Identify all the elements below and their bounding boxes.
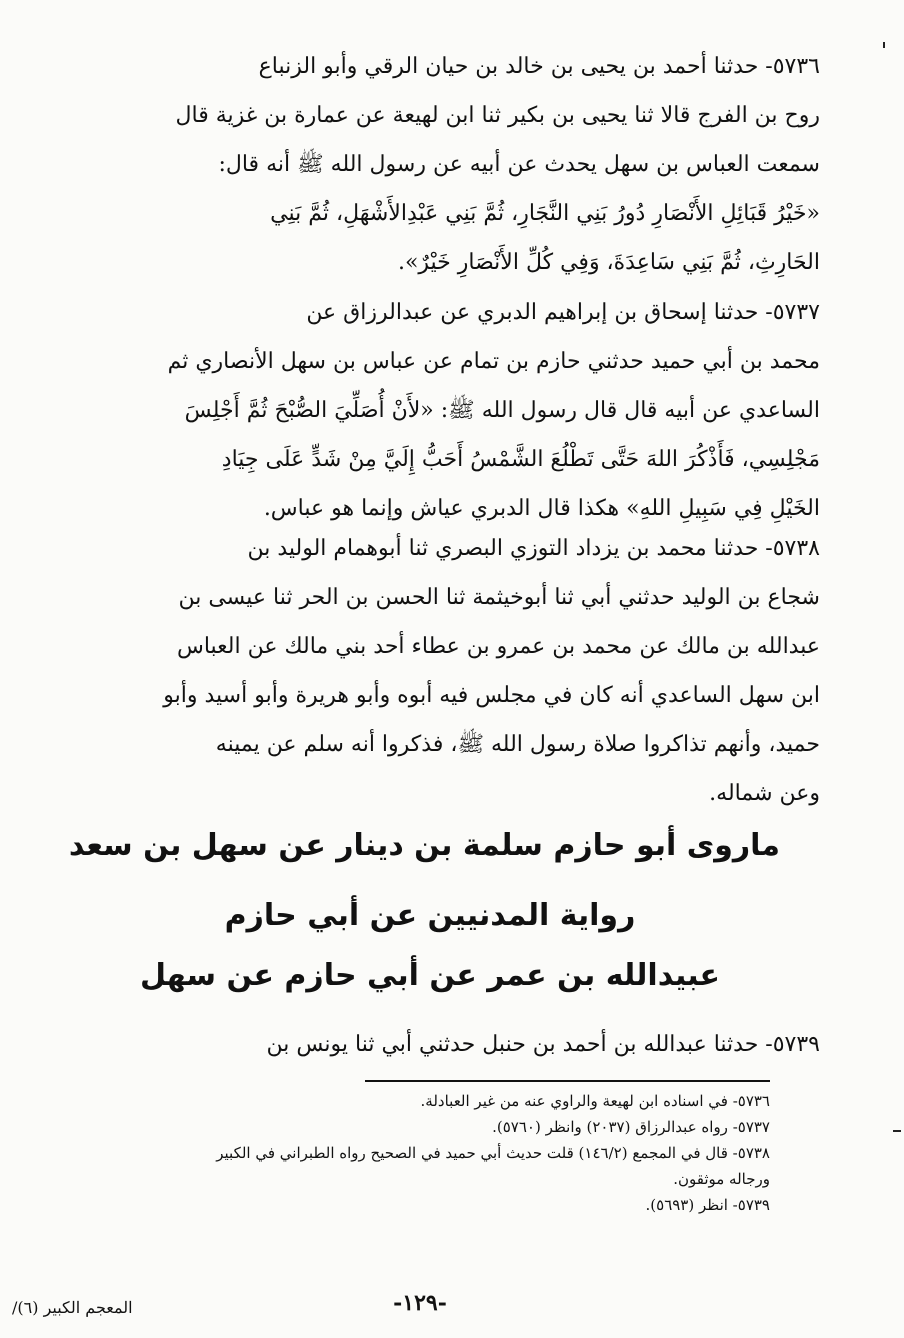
text-line: وعن شماله.: [709, 781, 820, 806]
footnote: ورجاله موثقون.: [673, 1170, 770, 1188]
text-line: الساعدي عن أبيه قال قال رسول الله ﷺ: «لأَنْ أُصَلِّيَ الصُّبْحَ ثُمَّ أَجْلِسَ: [184, 398, 820, 423]
footnote: ٥٧٣٩- انظر (٥٦٩٣).: [645, 1196, 770, 1214]
hadith-5736: [70, 42, 820, 287]
footnote: ٥٧٣٦- في اسناده ابن لهيعة والراوي عنه من غير العبادلة.: [420, 1092, 770, 1110]
text-line: الحَارِثِ، ثُمَّ بَنِي سَاعِدَةَ، وَفِي كُلِّ الأَنْصَارِ خَيْرٌ».: [397, 250, 820, 275]
page-number: -١٢٩-: [393, 1290, 447, 1316]
hadith-5739: [70, 1020, 820, 1069]
hadith-5737: [70, 288, 820, 533]
text-line: سمعت العباس بن سهل يحدث عن أبيه عن رسول الله ﷺ أنه قال:: [218, 152, 820, 177]
text-line: ٥٧٣٧- حدثنا إسحاق بن إبراهيم الدبري عن عبدالرزاق عن: [306, 300, 820, 325]
text-line: ٥٧٣٦- حدثنا أحمد بن يحيى بن خالد بن حيان الرقي وأبو الزنباع: [258, 54, 820, 79]
text-line: روح بن الفرج قالا ثنا يحيى بن بكير ثنا ابن لهيعة عن عمارة بن غزية قال: [175, 103, 820, 128]
section-subheading: عبيدالله بن عمر عن أبي حازم عن سهل: [139, 958, 721, 993]
text-line: «خَيْرُ قَبَائِلِ الأَنْصَارِ دُورُ بَنِي النَّجَارِ، ثُمَّ بَنِي عَبْدِالأَشْهَلِ، ثُمَّ بَنِي: [270, 201, 820, 226]
text-line: ٥٧٣٩- حدثنا عبدالله بن أحمد بن حنبل حدثني أبي ثنا يونس بن: [266, 1032, 820, 1057]
text-line: ابن سهل الساعدي أنه كان في مجلس فيه أبوه وأبو هريرة وأبو أسيد وأبو: [163, 683, 820, 708]
text-line: ٥٧٣٨- حدثنا محمد بن يزداد التوزي البصري ثنا أبوهمام الوليد بن: [247, 536, 820, 561]
running-title: المعجم الكبير (٦)/: [12, 1298, 133, 1317]
text-line: شجاع بن الوليد حدثني أبي ثنا أبوخيثمة ثنا الحسن بن الحر ثنا عيسى بن: [178, 585, 820, 610]
text-line: محمد بن أبي حميد حدثني حازم بن تمام عن عباس بن سهل الأنصاري ثم: [167, 349, 820, 374]
section-subheading: رواية المدنيين عن أبي حازم: [224, 898, 636, 933]
footnotes: [110, 1088, 770, 1218]
section-heading: ماروى أبو حازم سلمة بن دينار عن سهل بن سعد: [68, 828, 780, 863]
footnote-separator: [365, 1080, 770, 1082]
text-line: عبدالله بن مالك عن محمد بن عمرو بن عطاء أحد بني مالك عن العباس: [176, 634, 820, 659]
footnote: ٥٧٣٨- قال في المجمع (١٤٦/٢) قلت حديث أبي حميد في الصحيح رواه الطبراني في الكبير: [216, 1144, 770, 1162]
hadith-5738: [70, 524, 820, 818]
scan-speck: [883, 42, 885, 48]
text-line: حميد، وأنهم تذاكروا صلاة رسول الله ﷺ، فذكروا أنه سلم عن يمينه: [215, 732, 820, 757]
footnote: ٥٧٣٧- رواه عبدالرزاق (٢٠٣٧) وانظر (٥٧٦٠).: [492, 1118, 770, 1136]
scan-speck: [893, 1130, 901, 1132]
text-line: مَجْلِسِي، فَأَذْكُرَ اللهَ حَتَّى تَطْلُعَ الشَّمْسُ أَحَبُّ إِلَيَّ مِنْ شَدٍّ عَلَى جِيَادِ: [221, 447, 820, 472]
text-line: الخَيْلِ فِي سَبِيلِ اللهِ» هكذا قال الدبري عياش وإنما هو عباس.: [263, 496, 820, 521]
